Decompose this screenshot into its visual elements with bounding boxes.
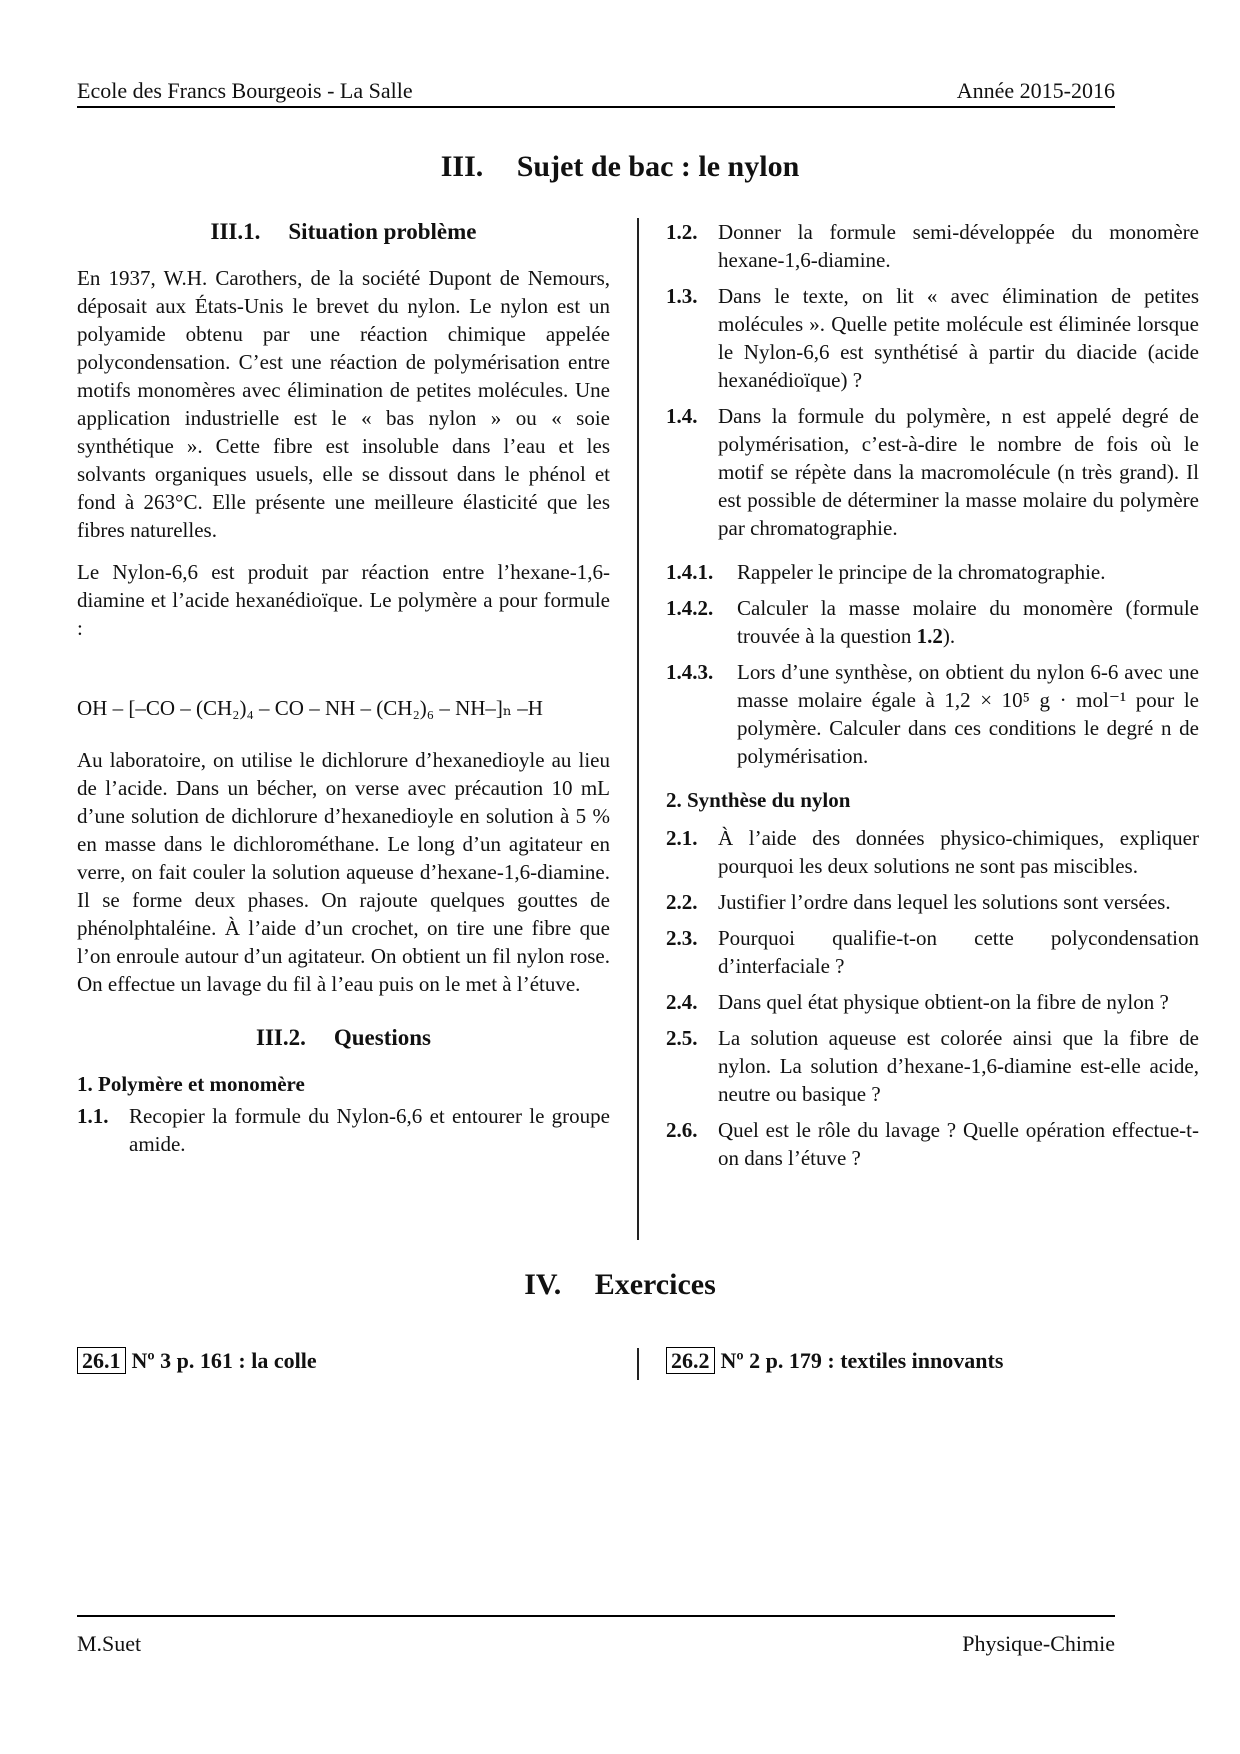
school-year: Année 2015-2016 [956,78,1115,103]
section-4-title [0,1268,1240,1302]
situation-paragraph-2: Le Nylon-6,6 est produit par réaction entre l’hexane-1,6-diamine et l’acide hexanédioïque. Le polymère a pour formule : [77,560,610,640]
section-3-heading: Sujet de bac : le nylon [516,150,800,183]
question-1-4-3: 1.4.3. Lors d’une synthèse, on obtient du nylon 6-6 avec une masse molaire égale à 1,2 × 10⁵ g · mol⁻¹ pour le polymère. Calculer dans ces conditions le degré n de polymérisation. [666,660,1199,768]
situation-paragraph-1: En 1937, W.H. Carothers, de la société Dupont de Nemours, déposait aux États-Unis le brevet du nylon. Le nylon est un polyamide obtenu par une réaction chimique appelée polycondensation. C’est une réaction de polymérisation entre motifs monomères avec élimination de petites molécules. Une application industrielle est le « bas nylon » ou « soie synthétique ». Cette fibre est insoluble dans l’eau et les solvants organiques usuels, elle se dissout dans le phénol et fond à 263°C. Elle présente une meilleure élasticité que les fibres naturelles. [77,266,610,542]
subject: Physique-Chimie [962,1631,1115,1656]
question-1-4-1: 1.4.1. Rappeler le principe de la chromatographie. [666,560,1106,584]
nylon-formula: OH – [–CO – (CH₂)₄ – CO – NH – (CH₂)₆ – NH–]ₙ –H [77,696,543,720]
questions-number: III.2. [256,1025,306,1050]
questions-title: Questions [333,1025,431,1050]
exercise-item [77,1348,317,1374]
question-2-1: 2.1. À l’aide des données physico-chimiques, expliquer pourquoi les deux solutions ne sont pas miscibles. [666,826,1199,878]
question-2-2: 2.2. Justifier l’ordre dans lequel les solutions sont versées. [666,890,1171,914]
section-3-title [0,150,1240,184]
exercise-divider [637,1348,639,1380]
section-3-number: III. [440,150,484,183]
exercise-title: Nº 2 p. 179 : textiles innovants [720,1348,1004,1373]
part-1-heading: 1. Polymère et monomère [77,1072,305,1096]
exercise-number-box: 26.1 [77,1347,126,1374]
section-4-number: IV. [524,1268,562,1301]
question-2-3: 2.3. Pourquoi qualifie-t-on cette polycondensation d’interfaciale ? [666,926,1199,978]
section-4-heading: Exercices [594,1268,716,1301]
exercise-item [666,1348,1003,1374]
question-1-4-2: 1.4.2. Calculer la masse molaire du monomère (formule trouvée à la question 1.2). [666,596,1199,648]
question-2-5: 2.5. La solution aqueuse est colorée ainsi que la fibre de nylon. La solution d’hexane-1,6-diamine est-elle acide, neutre ou basique ? [666,1026,1199,1106]
left-column [77,218,610,1166]
author: M.Suet [77,1631,142,1656]
question-1-1: 1.1. Recopier la formule du Nylon-6,6 et entourer le groupe amide. [77,1104,610,1156]
exercise-title: Nº 3 p. 161 : la colle [131,1348,317,1373]
column-divider [637,218,639,1240]
question-1-3: 1.3. Dans le texte, on lit « avec élimination de petites molécules ». Quelle petite molécule est éliminée lorsque le Nylon-6,6 est synthétisé à partir du diacide (acide hexanédioïque) ? [666,284,1199,392]
part-2-heading: 2. Synthèse du nylon [666,788,851,812]
question-1-2: 1.2. Donner la formule semi-développée du monomère hexane-1,6-diamine. [666,220,1199,272]
page-header [77,74,1115,108]
exercise-number-box: 26.2 [666,1347,715,1374]
situation-title: Situation problème [288,219,477,244]
situation-heading [77,218,610,246]
page-footer [77,1615,1115,1657]
school-name: Ecole des Francs Bourgeois - La Salle [77,78,413,103]
situation-number: III.1. [210,219,261,244]
question-2-6: 2.6. Quel est le rôle du lavage ? Quelle opération effectue-t-on dans l’étuve ? [666,1118,1199,1170]
question-1-4: 1.4. Dans la formule du polymère, n est appelé degré de polymérisation, c’est-à-dire le nombre de fois où le motif se répète dans la macromolécule (n très grand). Il est possible de déterminer la masse molaire du polymère par chromatographie. [666,404,1199,540]
question-2-4: 2.4. Dans quel état physique obtient-on la fibre de nylon ? [666,990,1169,1014]
situation-paragraph-3: Au laboratoire, on utilise le dichlorure d’hexanedioyle au lieu de l’acide. Dans un bécher, on verse avec précaution 10 mL d’une solution de dichlorure d’hexanedioyle en solution à 5 % en masse dans le dichlorométhane. Le long d’un agitateur en verre, on fait couler la solution aqueuse d’hexane-1,6-diamine. Il se forme deux phases. On rajoute quelques gouttes de phénolphtaléine. À l’aide d’un crochet, on tire une fibre que l’on enroule autour d’un agitateur. On obtient un fil nylon rose. On effectue un lavage du fil à l’eau puis on le met à l’étuve. [77,748,610,996]
right-column [666,218,1199,1180]
questions-heading [77,1024,610,1052]
